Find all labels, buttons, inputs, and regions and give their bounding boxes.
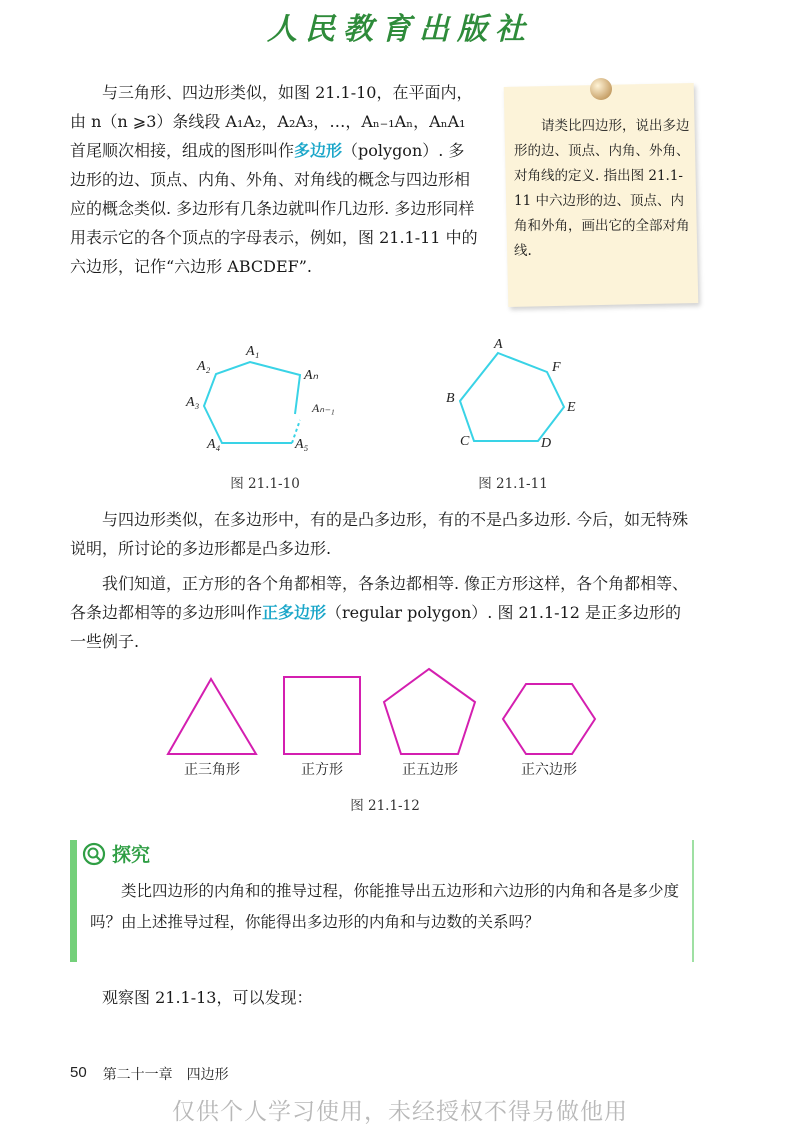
vertex-label-a2: A₂	[197, 359, 211, 374]
intro-text-a: 与三角形、四边形类似，如图 21.1-10，在平面内，由 n（n ⩾3）条线段 A₁A₂，A₂A₃，…，Aₙ₋₁Aₙ，AₙA₁ 首尾顺次相接，组成的图形叫作	[70, 83, 473, 160]
figure-21-1-11	[440, 335, 590, 455]
label-square: 正方形	[301, 762, 343, 778]
vertex-label-a5: A₅	[295, 437, 309, 452]
observe-paragraph: 观察图 21.1-13，可以发现：	[102, 988, 313, 1007]
page-number: 50	[70, 1064, 87, 1081]
watermark: 仅供个人学习使用，未经授权不得另做他用	[172, 1099, 628, 1125]
caption-figure-21-1-12: 图 21.1-12	[350, 798, 420, 814]
figure-21-1-12	[160, 664, 610, 760]
pushpin-icon	[590, 78, 612, 100]
sticky-note-text: 请类比四边形，说出多边形的边、顶点、内角、外角、对角线的定义. 指出图 21.1-11 中六边形的边、顶点、内角和外角，画出它的全部对角线.	[514, 118, 690, 259]
figure-21-1-10	[180, 340, 360, 460]
regular-triangle	[168, 679, 256, 754]
vertex-label-a3: A₃	[186, 395, 200, 410]
chapter-title: 第二十一章 四边形	[102, 1067, 229, 1083]
vertex-label-a4: A₄	[207, 437, 221, 452]
explore-right-border	[692, 840, 694, 962]
vertex-label-d: D	[541, 436, 552, 451]
paragraph-convex: 与四边形类似，在多边形中，有的是凸多边形，有的不是凸多边形. 今后，如无特殊说明，所讨论的多边形都是凸多边形.	[70, 510, 689, 558]
square	[284, 677, 360, 754]
explore-title: 探究	[112, 844, 151, 866]
hexagon-abcdef	[460, 353, 564, 441]
vertex-label-f: F	[552, 360, 561, 375]
paragraph-regular-b: （regular polygon）. 图 21.1-12 是正多边形的一些例子.	[70, 603, 682, 651]
polygon-general-solid	[204, 362, 300, 443]
body-paragraphs	[70, 505, 695, 656]
vertex-label-c: C	[460, 434, 470, 449]
regular-pentagon	[384, 669, 475, 754]
vertex-label-a1: A₁	[246, 344, 260, 359]
label-hexagon: 正六边形	[521, 762, 577, 778]
page-footer	[70, 1064, 229, 1084]
term-polygon: 多边形	[294, 141, 343, 160]
explore-magnifier-icon	[82, 842, 106, 866]
caption-figure-21-1-11: 图 21.1-11	[478, 476, 548, 492]
regular-hexagon	[503, 684, 595, 754]
paragraph-regular-a: 我们知道，正方形的各个角都相等，各条边都相等. 像正方形这样，各个角都相等、各条边都相等的多边形叫作	[70, 574, 689, 622]
intro-paragraph	[70, 78, 478, 281]
term-regular-polygon: 正多边形	[262, 603, 327, 622]
intro-text-b: （polygon）. 多边形的边、顶点、内角、外角、对角线的概念与四边形相应的概念类似. 多边形有几条边就叫作几边形. 多边形同样用表示它的各个顶点的字母表示，例如，图 21.1-11 中的六边形，记作“六边形 ABCDEF”.	[70, 141, 478, 276]
vertex-label-an-1: Aₙ₋₁	[312, 401, 335, 415]
publisher-logo: 人民教育出版社	[267, 12, 533, 47]
vertex-label-b: B	[446, 391, 455, 406]
explore-header	[82, 840, 150, 867]
vertex-label-e: E	[567, 400, 576, 415]
explore-accent-bar	[70, 840, 77, 962]
vertex-label-an: Aₙ	[304, 368, 319, 383]
label-triangle: 正三角形	[184, 762, 240, 778]
caption-figure-21-1-10: 图 21.1-10	[230, 476, 300, 492]
label-pentagon: 正五边形	[402, 762, 458, 778]
vertex-label-a: A	[494, 337, 503, 352]
explore-text: 类比四边形的内角和的推导过程，你能推导出五边形和六边形的内角和各是多少度吗？由上述推导过程，你能得出多边形的内角和与边数的关系吗？	[90, 882, 680, 931]
